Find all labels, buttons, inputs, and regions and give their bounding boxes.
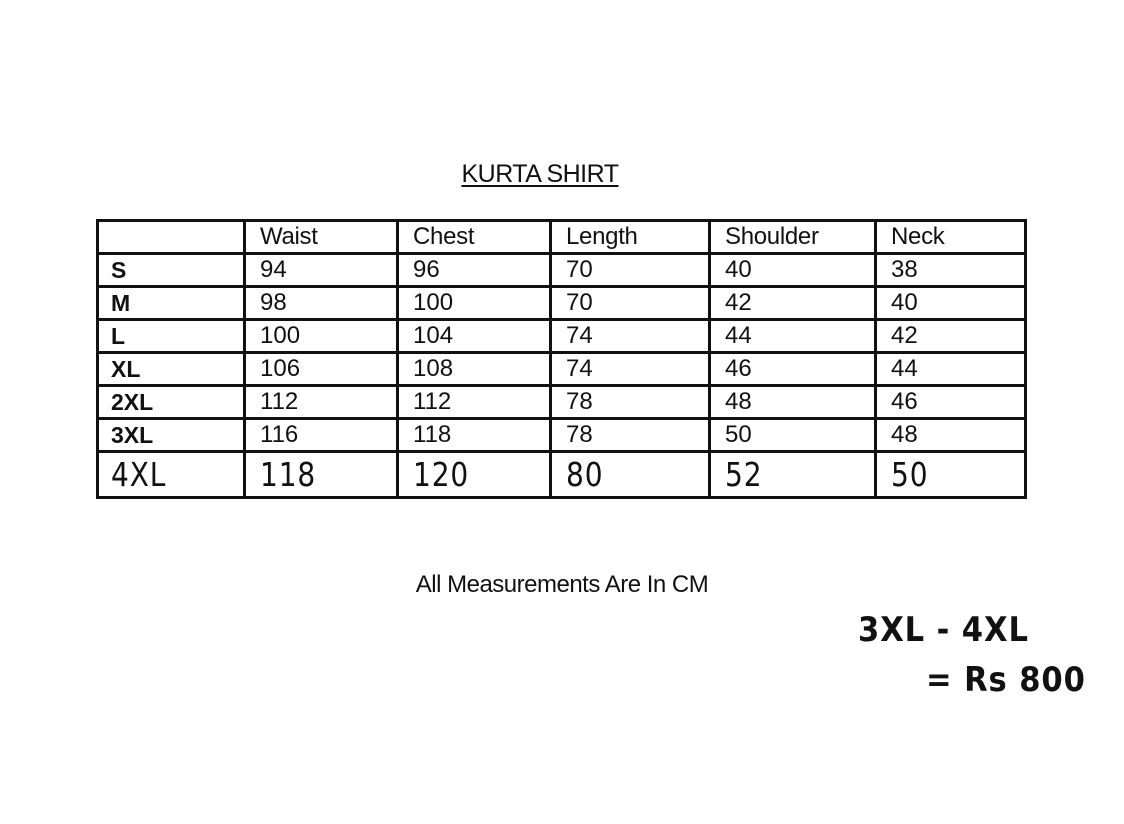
shoulder-cell: 40 <box>710 254 876 287</box>
handwritten-price-note-line-1: 3XL - 4XL <box>858 610 1029 650</box>
table-header-row <box>98 221 1026 254</box>
waist-cell: 116 <box>245 419 398 452</box>
table-row <box>98 254 1026 287</box>
neck-cell: 48 <box>876 419 1026 452</box>
length-cell: 70 <box>551 287 710 320</box>
table-row <box>98 287 1026 320</box>
length-cell: 70 <box>551 254 710 287</box>
table-row <box>98 353 1026 386</box>
size-label: XL <box>98 353 245 386</box>
header-waist: Waist <box>245 221 398 254</box>
handwritten-row <box>98 452 1026 498</box>
size-label: 3XL <box>98 419 245 452</box>
table-row <box>98 419 1026 452</box>
table-row <box>98 320 1026 353</box>
waist-cell: 98 <box>245 287 398 320</box>
size-label: S <box>98 254 245 287</box>
shoulder-cell: 44 <box>710 320 876 353</box>
table-row <box>98 386 1026 419</box>
handwritten-waist-cell: 118 <box>245 452 398 498</box>
size-chart-table <box>96 219 1027 499</box>
neck-cell: 46 <box>876 386 1026 419</box>
shoulder-cell: 48 <box>710 386 876 419</box>
length-cell: 78 <box>551 419 710 452</box>
size-label: L <box>98 320 245 353</box>
waist-cell: 112 <box>245 386 398 419</box>
length-cell: 74 <box>551 320 710 353</box>
neck-cell: 44 <box>876 353 1026 386</box>
waist-cell: 106 <box>245 353 398 386</box>
handwritten-price-note-line-2: = Rs 800 <box>926 660 1086 700</box>
header-cell-empty <box>98 221 245 254</box>
size-label: M <box>98 287 245 320</box>
chest-cell: 112 <box>398 386 551 419</box>
chest-cell: 100 <box>398 287 551 320</box>
chest-cell: 118 <box>398 419 551 452</box>
header-chest: Chest <box>398 221 551 254</box>
handwritten-neck-cell: 50 <box>876 452 1026 498</box>
shoulder-cell: 46 <box>710 353 876 386</box>
neck-cell: 38 <box>876 254 1026 287</box>
neck-cell: 40 <box>876 287 1026 320</box>
header-neck: Neck <box>876 221 1026 254</box>
shoulder-cell: 50 <box>710 419 876 452</box>
handwritten-length-cell: 80 <box>551 452 710 498</box>
header-shoulder: Shoulder <box>710 221 876 254</box>
chest-cell: 108 <box>398 353 551 386</box>
document-title: KURTA SHIRT <box>461 160 619 188</box>
header-length: Length <box>551 221 710 254</box>
neck-cell: 42 <box>876 320 1026 353</box>
size-label: 2XL <box>98 386 245 419</box>
length-cell: 78 <box>551 386 710 419</box>
shoulder-cell: 42 <box>710 287 876 320</box>
handwritten-chest-cell: 120 <box>398 452 551 498</box>
chest-cell: 96 <box>398 254 551 287</box>
handwritten-size-label: 4XL <box>98 452 245 498</box>
waist-cell: 100 <box>245 320 398 353</box>
handwritten-shoulder-cell: 52 <box>710 452 876 498</box>
measurement-unit-note: All Measurements Are In CM <box>415 571 709 598</box>
length-cell: 74 <box>551 353 710 386</box>
chest-cell: 104 <box>398 320 551 353</box>
waist-cell: 94 <box>245 254 398 287</box>
